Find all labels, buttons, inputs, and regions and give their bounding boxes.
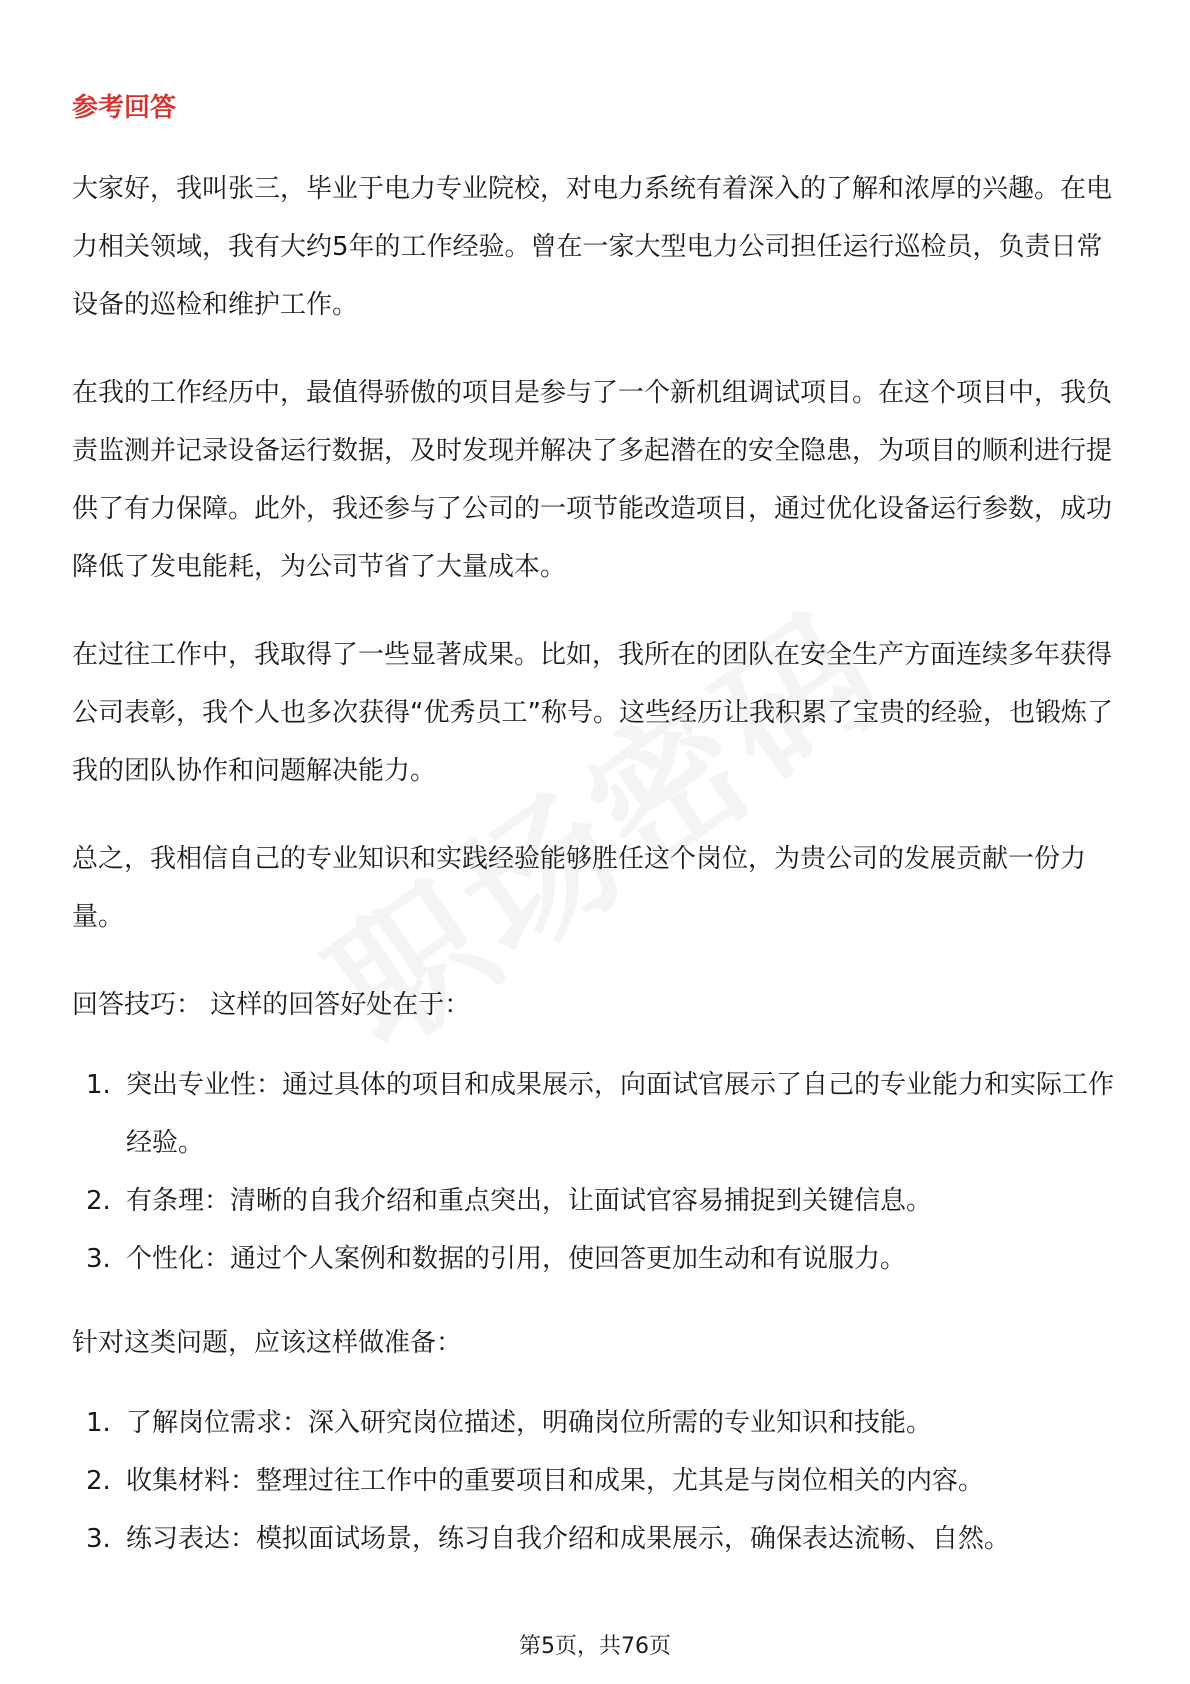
tips-list xyxy=(72,1056,1122,1288)
list-item xyxy=(72,1056,1122,1172)
list-item-text: 有条理：清晰的自我介绍和重点突出，让面试官容易捕捉到关键信息。 xyxy=(126,1186,933,1216)
tips-intro: 回答技巧： 这样的回答好处在于： xyxy=(72,990,471,1020)
list-item-text: 个性化：通过个人案例和数据的引用，使回答更加生动和有说服力。 xyxy=(126,1244,907,1274)
list-number: 3. xyxy=(86,1244,111,1274)
answer-content xyxy=(72,160,1122,1594)
list-number: 1. xyxy=(86,1070,111,1100)
list-item xyxy=(72,1230,1122,1288)
list-item-text: 收集材料：整理过往工作中的重要项目和成果，尤其是与岗位相关的内容。 xyxy=(126,1466,985,1496)
list-item xyxy=(72,1394,1122,1452)
section-heading: 参考回答 xyxy=(72,93,177,123)
paragraph-achievements: 在过往工作中，我取得了一些显著成果。比如，我所在的团队在安全生产方面连续多年获得公司表彰，我个人也多次获得“优秀员工”称号。这些经历让我积累了宝贵的经验，也锻炼了我的团队协作和问题解决能力。 xyxy=(72,640,1113,786)
list-item-text: 练习表达：模拟面试场景，练习自我介绍和成果展示，确保表达流畅、自然。 xyxy=(126,1524,1011,1554)
list-number: 2. xyxy=(86,1466,111,1496)
page-number: 第5页，共76页 xyxy=(519,1634,671,1659)
paragraph-intro: 大家好，我叫张三，毕业于电力专业院校，对电力系统有着深入的了解和浓厚的兴趣。在电力相关领域，我有大约5年的工作经验。曾在一家大型电力公司担任运行巡检员，负责日常设备的巡检和维护工作。 xyxy=(72,174,1113,320)
list-item xyxy=(72,1172,1122,1230)
prep-intro: 针对这类问题，应该这样做准备： xyxy=(72,1328,463,1358)
prep-list xyxy=(72,1394,1122,1568)
list-number: 1. xyxy=(86,1408,111,1438)
list-item-text: 突出专业性：通过具体的项目和成果展示，向面试官展示了自己的专业能力和实际工作经验。 xyxy=(126,1070,1115,1158)
list-item xyxy=(72,1452,1122,1510)
paragraph-conclusion: 总之，我相信自己的专业知识和实践经验能够胜任这个岗位，为贵公司的发展贡献一份力量。 xyxy=(72,844,1087,932)
list-number: 2. xyxy=(86,1186,111,1216)
list-item xyxy=(72,1510,1122,1568)
list-item-text: 了解岗位需求：深入研究岗位描述，明确岗位所需的专业知识和技能。 xyxy=(126,1408,933,1438)
list-number: 3. xyxy=(86,1524,111,1554)
paragraph-experience: 在我的工作经历中，最值得骄傲的项目是参与了一个新机组调试项目。在这个项目中，我负责监测并记录设备运行数据，及时发现并解决了多起潜在的安全隐患，为项目的顺利进行提供了有力保障。此外，我还参与了公司的一项节能改造项目，通过优化设备运行参数，成功降低了发电能耗，为公司节省了大量成本。 xyxy=(72,378,1113,582)
